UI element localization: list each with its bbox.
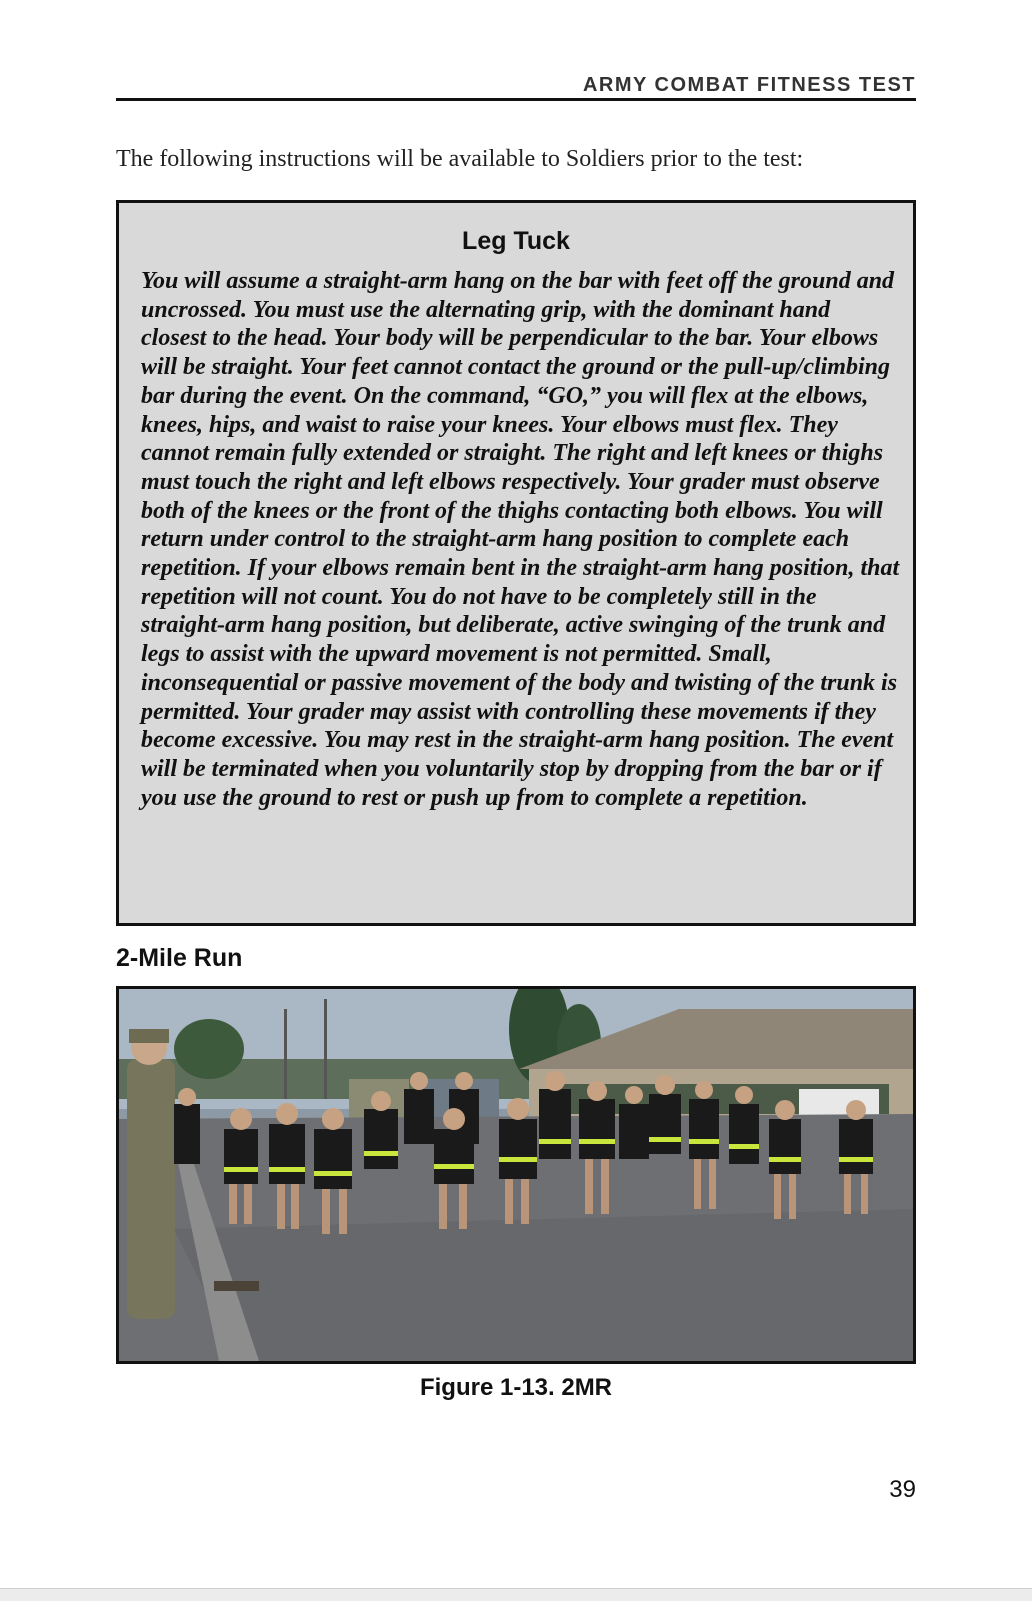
intro-text: The following instructions will be available to Soldiers prior to the test: (116, 146, 804, 172)
header-rule (116, 98, 916, 101)
page-bottom-edge (0, 1588, 1032, 1601)
instructions-box (116, 200, 916, 926)
run-start-photo (119, 989, 913, 1361)
figure-photo (116, 986, 916, 1364)
running-header: ARMY COMBAT FITNESS TEST (582, 74, 916, 96)
instructions-body: You will assume a straight-arm hang on the bar with feet off the ground and uncrossed. You must use the alternating grip, with the dominant hand closest to the head. Your body will be perpendicular to the bar. Your elbows will be straight. Your feet cannot contact the ground or the pull-up/climbing bar during the event. On the command, “GO,” you will flex at the elbows, knees, hips, and waist to raise your knees. Your elbows must flex. They cannot remain fully extended or straight. The right and left knees or thighs must touch the right and left elbows respectively. Your grader must observe both of the knees or the front of the thighs contacting both elbows. You will return under control to the straight-arm hang position to complete each repetition. If your elbows remain bent in the straight-arm hang position, that repetition will not count. You do not have to be completely still in the straight-arm hang position, but deliberate, active swinging of the trunk and legs to assist with the upward movement is not permitted. Small, inconsequential or passive movement of the body and twisting of the trunk is permitted. Your grader may assist with controlling these movements if they become excessive. You may rest in the straight-arm hang position. The event will be terminated when you voluntarily stop by dropping from the bar or if you use the ground to rest or push up from to complete a repetition. (141, 268, 900, 811)
instructions-title: Leg Tuck (462, 227, 570, 255)
page-number: 39 (889, 1476, 916, 1503)
figure-caption: Figure 1-13. 2MR (419, 1374, 613, 1401)
section-heading: 2-Mile Run (116, 944, 243, 972)
